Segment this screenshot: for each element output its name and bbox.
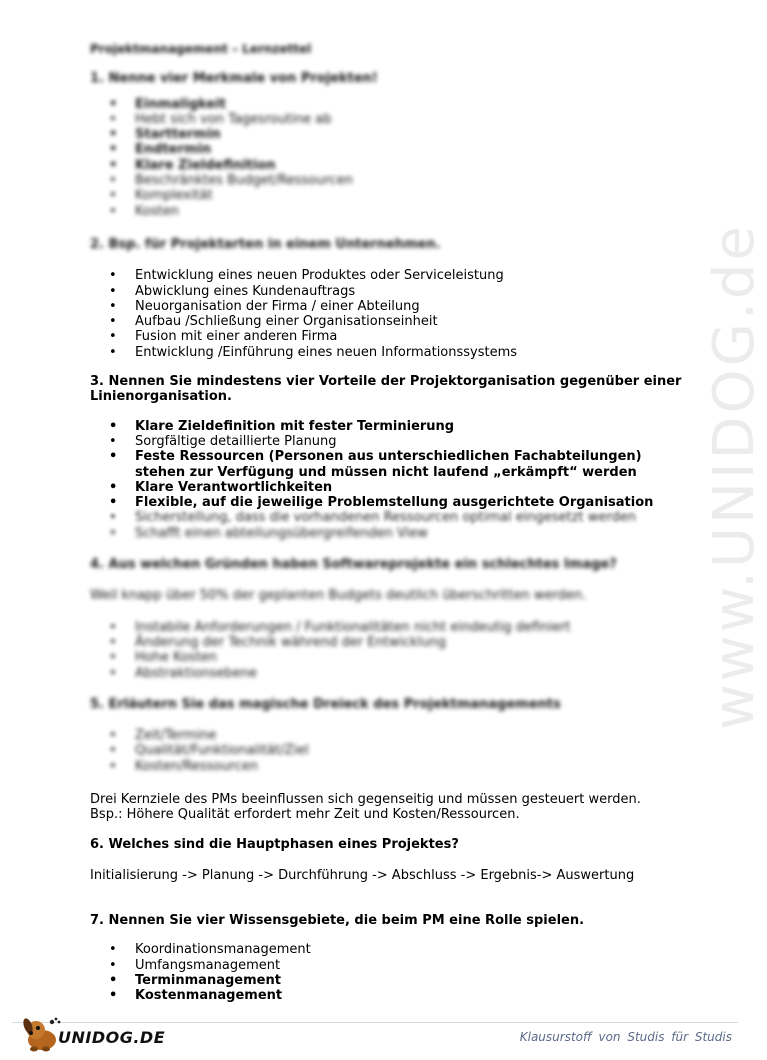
question-2-heading: 2. Bsp. für Projektarten in einem Unternehmen. <box>90 236 441 252</box>
list-item: • Neuorganisation der Firma / einer Abteilung <box>135 299 690 314</box>
list-item: • Aufbau /Schließung einer Organisationseinheit <box>135 314 690 329</box>
list-item: • Flexible, auf die jeweilige Problemstellung ausgerichtete Organisation <box>135 495 690 510</box>
question-7-heading: 7. Nennen Sie vier Wissensgebiete, die beim PM eine Rolle spielen. <box>90 913 585 929</box>
list-item-continuation-text: stehen zur Verfügung und müssen nicht laufend „erkämpft“ werden <box>135 464 637 480</box>
question-3-list <box>90 419 690 541</box>
document-title: Projektmanagement – Lernzettel <box>90 42 312 56</box>
list-item: • Endtermin <box>135 142 690 157</box>
watermark: www.UNIDOG.de <box>702 223 767 730</box>
question-5-example: Bsp.: Höhere Qualität erfordert mehr Zeit und Kosten/Ressourcen. <box>90 807 520 823</box>
list-item-continuation <box>135 465 690 480</box>
document-body <box>90 42 690 1004</box>
list-item: • Beschränktes Budget/Ressourcen <box>135 173 690 188</box>
logo-text: UNIDOG.DE <box>58 1028 166 1047</box>
list-item: • Hebt sich von Tagesroutine ab <box>135 112 690 127</box>
list-item: • Abwicklung eines Kundenauftrags <box>135 284 690 299</box>
list-item: • Einmaligkeit <box>135 97 690 112</box>
question-6-heading: 6. Welches sind die Hauptphasen eines Projektes? <box>90 836 459 852</box>
list-item: • Koordinationsmanagement <box>135 942 690 957</box>
list-item: • Starttermin <box>135 127 690 142</box>
list-item: • Sicherstellung, dass die vorhandenen Ressourcen optimal eingesetzt werden <box>135 510 690 525</box>
footer-tagline: Klausurstoff von Studis für Studis <box>519 1030 732 1044</box>
question-5-list <box>90 728 690 774</box>
list-item: • Zeit/Termine <box>135 728 690 743</box>
list-item: • Komplexität <box>135 188 690 203</box>
question-7-list <box>90 942 690 1003</box>
list-item: • Entwicklung /Einführung eines neuen Informationssystems <box>135 345 690 360</box>
list-item: • Hohe Kosten <box>135 650 690 665</box>
list-item: • Abstraktionsebene <box>135 666 690 681</box>
list-item: • Qualität/Funktionalität/Ziel <box>135 743 690 758</box>
list-item: • Klare Zieldefinition <box>135 158 690 173</box>
list-item: • Schafft einen abteilungsübergreifenden View <box>135 526 690 541</box>
question-1-heading: 1. Nenne vier Merkmale von Projekten! <box>90 71 378 87</box>
list-item: • Kosten/Ressourcen <box>135 759 690 774</box>
question-3-heading-cont: Linienorganisation. <box>90 389 232 405</box>
list-item: • Klare Zieldefinition mit fester Terminierung <box>135 419 690 434</box>
list-item: • Änderung der Technik während der Entwicklung <box>135 635 690 650</box>
question-4-list <box>90 620 690 681</box>
question-6-answer: Initialisierung -> Planung -> Durchführung -> Abschluss -> Ergebnis-> Auswertung <box>90 867 635 883</box>
list-item: • Terminmanagement <box>135 973 690 988</box>
list-item: • Fusion mit einer anderen Firma <box>135 329 690 344</box>
list-item: • Umfangsmanagement <box>135 958 690 973</box>
list-item: • Klare Verantwortlichkeiten <box>135 480 690 495</box>
question-3-heading: 3. Nennen Sie mindestens vier Vorteile der Projektorganisation gegenüber einer <box>90 374 682 390</box>
question-2-list <box>90 268 690 360</box>
question-1-list <box>90 97 690 219</box>
question-5-paragraph: Drei Kernziele des PMs beeinflussen sich gegenseitig und müssen gesteuert werden. <box>90 791 641 807</box>
question-5-heading: 5. Erläutern Sie das magische Dreieck des Projektmanagements <box>90 696 561 712</box>
list-item: • Kosten <box>135 204 690 219</box>
list-item: • Feste Ressourcen (Personen aus unterschiedlichen Fachabteilungen) <box>135 449 690 464</box>
list-item: • Entwicklung eines neuen Produktes oder Serviceleistung <box>135 268 690 283</box>
list-item: • Instabile Anforderungen / Funktionalitäten nicht eindeutig definiert <box>135 620 690 635</box>
question-4-heading: 4. Aus welchen Gründen haben Softwareprojekte ein schlechtes Image? <box>90 557 617 573</box>
list-item: • Kostenmanagement <box>135 988 690 1003</box>
question-4-intro: Weil knapp über 50% der geplanten Budgets deutlich überschritten werden. <box>90 588 587 604</box>
list-item: • Sorgfältige detaillierte Planung <box>135 434 690 449</box>
